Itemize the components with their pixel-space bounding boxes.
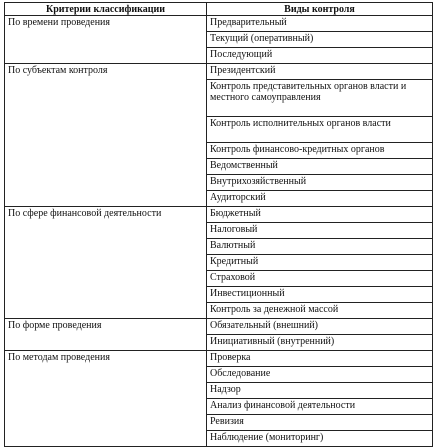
header-row xyxy=(5,3,433,16)
control-type-cell: Ведомственный xyxy=(207,159,433,175)
table-row xyxy=(5,16,433,32)
control-type-cell: Валютный xyxy=(207,239,433,255)
control-type-cell: Контроль исполнительных органов власти xyxy=(207,117,433,143)
classification-table-container xyxy=(4,2,432,443)
control-type-cell: Страховой xyxy=(207,271,433,287)
control-type-cell: Анализ финансовой деятельности xyxy=(207,399,433,415)
control-type-cell: Внутрихозяйственный xyxy=(207,175,433,191)
table-row xyxy=(5,64,433,80)
control-type-cell: Наблюдение (мониторинг) xyxy=(207,431,433,447)
control-type-cell: Последующий xyxy=(207,48,433,64)
types-header: Виды контроля xyxy=(207,3,433,16)
control-type-cell: Инвестиционный xyxy=(207,287,433,303)
control-type-cell: Обязательный (внешний) xyxy=(207,319,433,335)
criterion-cell: По методам проведения xyxy=(5,351,207,447)
control-type-cell: Предварительный xyxy=(207,16,433,32)
control-type-cell: Налоговый xyxy=(207,223,433,239)
control-type-cell: Контроль финансово-кредитных органов xyxy=(207,143,433,159)
control-classification-table xyxy=(4,2,433,447)
control-type-cell: Аудиторский xyxy=(207,191,433,207)
criterion-cell: По времени проведения xyxy=(5,16,207,64)
control-type-cell: Бюджетный xyxy=(207,207,433,223)
criterion-cell: По сфере финансовой деятельности xyxy=(5,207,207,319)
criterion-cell: По форме проведения xyxy=(5,319,207,351)
control-type-cell: Кредитный xyxy=(207,255,433,271)
table-row xyxy=(5,207,433,223)
table-row xyxy=(5,351,433,367)
control-type-cell: Контроль представительных органов власти и местного самоуправления xyxy=(207,80,433,117)
control-type-cell: Контроль за денежной массой xyxy=(207,303,433,319)
control-type-cell: Текущий (оперативный) xyxy=(207,32,433,48)
control-type-cell: Надзор xyxy=(207,383,433,399)
table-row xyxy=(5,319,433,335)
criteria-header: Критерии классификации xyxy=(5,3,207,16)
control-type-cell: Инициативный (внутренний) xyxy=(207,335,433,351)
control-type-cell: Президентский xyxy=(207,64,433,80)
control-type-cell: Ревизия xyxy=(207,415,433,431)
control-type-cell: Обследование xyxy=(207,367,433,383)
control-type-cell: Проверка xyxy=(207,351,433,367)
criterion-cell: По субъектам контроля xyxy=(5,64,207,207)
